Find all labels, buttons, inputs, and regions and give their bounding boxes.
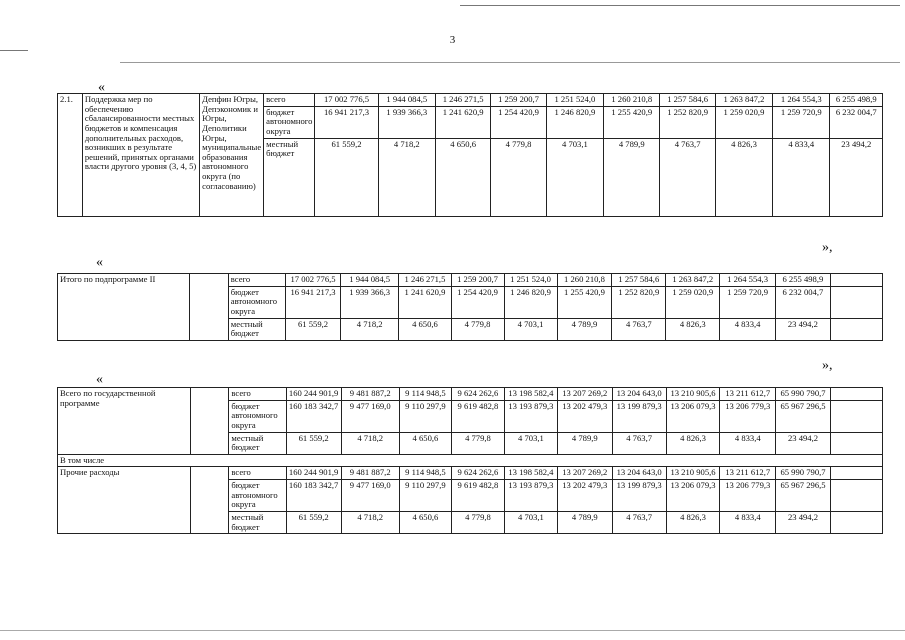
value-cell: 160 244 901,9 [286, 467, 341, 480]
value-cell: 6 232 004,7 [775, 286, 830, 318]
table-row [58, 388, 883, 401]
empty-cell [190, 467, 228, 534]
value-cell: 9 619 482,8 [451, 480, 504, 512]
top-scan-line [460, 5, 900, 6]
value-cell: 1 252 820,9 [612, 286, 666, 318]
value-cell: 4 703,1 [504, 318, 557, 340]
empty-cell [830, 274, 882, 287]
close-quote-1: », [822, 240, 833, 255]
value-cell: 1 255 420,9 [557, 286, 612, 318]
value-cell: 160 183 342,7 [286, 400, 341, 432]
value-cell: 160 183 342,7 [286, 480, 341, 512]
value-cell: 4 703,1 [504, 511, 557, 533]
funding-source: бюджет автономного округа [229, 480, 286, 512]
value-cell: 61 559,2 [286, 511, 341, 533]
value-cell: 65 967 296,5 [776, 400, 831, 432]
program-total-label: Всего по государственной программе [58, 388, 191, 455]
value-cell: 4 703,1 [504, 432, 557, 454]
funding-source: местный бюджет [264, 138, 315, 216]
value-cell: 4 718,2 [378, 138, 435, 216]
value-cell: 9 481 887,2 [341, 467, 399, 480]
value-cell: 13 198 582,4 [504, 388, 557, 401]
value-cell: 4 789,9 [604, 138, 660, 216]
value-cell: 4 826,3 [666, 318, 720, 340]
value-cell: 13 193 879,3 [504, 480, 557, 512]
bottom-scan-line [0, 630, 905, 631]
table-measure-2-1 [57, 93, 883, 217]
value-cell: 16 941 217,3 [315, 106, 378, 138]
value-cell: 13 198 582,4 [504, 467, 557, 480]
table-row [58, 94, 883, 107]
value-cell: 9 477 169,0 [341, 400, 399, 432]
value-cell: 1 259 200,7 [451, 274, 504, 287]
measure-executor: Депфин Югры, Депэкономик и Югры, Деполитики Югры, муниципальные образования автономного округа (по согласованию) [200, 94, 264, 217]
value-cell: 13 211 612,7 [720, 467, 776, 480]
funding-source: всего [228, 274, 285, 287]
value-cell: 13 199 879,3 [612, 480, 666, 512]
value-cell: 1 257 584,6 [612, 274, 666, 287]
value-cell: 17 002 776,5 [315, 94, 378, 107]
value-cell: 6 232 004,7 [830, 106, 883, 138]
value-cell: 1 255 420,9 [604, 106, 660, 138]
value-cell: 160 244 901,9 [286, 388, 341, 401]
empty-cell [830, 467, 882, 480]
value-cell: 1 246 271,5 [399, 274, 451, 287]
value-cell: 4 779,8 [491, 138, 546, 216]
value-cell: 13 210 905,6 [666, 467, 720, 480]
value-cell: 9 110 297,9 [399, 400, 451, 432]
value-cell: 4 833,4 [773, 138, 830, 216]
empty-cell [830, 388, 882, 401]
value-cell: 4 779,8 [451, 318, 504, 340]
value-cell: 1 939 366,3 [340, 286, 398, 318]
value-cell: 1 246 820,9 [546, 106, 603, 138]
funding-source: местный бюджет [229, 511, 286, 533]
value-cell: 9 624 262,6 [451, 388, 504, 401]
empty-cell [190, 388, 228, 455]
value-cell: 4 833,4 [720, 318, 776, 340]
value-cell: 9 619 482,8 [451, 400, 504, 432]
value-cell: 1 260 210,8 [557, 274, 612, 287]
value-cell: 1 263 847,2 [666, 274, 720, 287]
value-cell: 1 241 620,9 [399, 286, 451, 318]
value-cell: 1 254 420,9 [451, 286, 504, 318]
value-cell: 4 779,8 [451, 511, 504, 533]
value-cell: 6 255 498,9 [830, 94, 883, 107]
value-cell: 61 559,2 [286, 318, 341, 340]
table-program-total [57, 387, 883, 534]
empty-cell [190, 274, 229, 341]
value-cell: 16 941 217,3 [286, 286, 341, 318]
value-cell: 9 114 948,5 [399, 388, 451, 401]
value-cell: 4 833,4 [720, 432, 776, 454]
value-cell: 1 241 620,9 [435, 106, 490, 138]
empty-cell [830, 318, 882, 340]
open-quote-1: « [98, 80, 105, 95]
value-cell: 65 990 790,7 [776, 388, 831, 401]
table-subprogram-total [57, 273, 883, 341]
value-cell: 13 202 479,3 [557, 480, 612, 512]
value-cell: 1 252 820,9 [660, 106, 715, 138]
close-quote-2: », [822, 358, 833, 373]
value-cell: 13 193 879,3 [504, 400, 557, 432]
value-cell: 17 002 776,5 [286, 274, 341, 287]
value-cell: 4 763,7 [612, 432, 666, 454]
value-cell: 4 718,2 [341, 432, 399, 454]
value-cell: 4 826,3 [715, 138, 772, 216]
value-cell: 4 650,6 [399, 432, 451, 454]
subprogram-total-label: Итого по подпрограмме II [58, 274, 190, 341]
value-cell: 23 494,2 [830, 138, 883, 216]
value-cell: 13 204 643,0 [612, 467, 666, 480]
value-cell: 1 246 820,9 [504, 286, 557, 318]
value-cell: 4 833,4 [720, 511, 776, 533]
value-cell: 4 763,7 [660, 138, 715, 216]
value-cell: 4 650,6 [399, 318, 451, 340]
value-cell: 4 718,2 [340, 318, 398, 340]
empty-cell [830, 432, 882, 454]
value-cell: 13 211 612,7 [720, 388, 776, 401]
value-cell: 1 264 554,3 [773, 94, 830, 107]
value-cell: 1 254 420,9 [491, 106, 546, 138]
value-cell: 13 210 905,6 [666, 388, 720, 401]
value-cell: 13 206 079,3 [666, 400, 720, 432]
table-row [58, 467, 883, 480]
value-cell: 13 204 643,0 [612, 388, 666, 401]
value-cell: 1 251 524,0 [546, 94, 603, 107]
measure-name: Поддержка мер по обеспечению сбалансированности местных бюджетов и компенсация дополнительных расходов, возникших в результате решений, принятых органами власти другого уровня (3, 4, 5) [82, 94, 199, 217]
value-cell: 1 251 524,0 [504, 274, 557, 287]
value-cell: 13 206 779,3 [720, 480, 776, 512]
other-expenses-label: Прочие расходы [58, 467, 191, 534]
in-that-number-label: В том числе [58, 454, 883, 467]
table-row [58, 454, 883, 467]
value-cell: 9 477 169,0 [341, 480, 399, 512]
funding-source: всего [229, 467, 286, 480]
value-cell: 13 206 079,3 [666, 480, 720, 512]
value-cell: 23 494,2 [775, 318, 830, 340]
value-cell: 4 718,2 [341, 511, 399, 533]
funding-source: местный бюджет [229, 432, 286, 454]
open-quote-3: « [96, 372, 103, 387]
empty-cell [830, 400, 882, 432]
value-cell: 1 939 366,3 [378, 106, 435, 138]
funding-source: бюджет автономного округа [264, 106, 315, 138]
value-cell: 1 944 084,5 [378, 94, 435, 107]
value-cell: 1 259 200,7 [491, 94, 546, 107]
value-cell: 13 207 269,2 [557, 388, 612, 401]
funding-source: всего [229, 388, 286, 401]
table-row [58, 274, 883, 287]
value-cell: 1 944 084,5 [340, 274, 398, 287]
value-cell: 4 650,6 [399, 511, 451, 533]
value-cell: 4 763,7 [612, 318, 666, 340]
empty-cell [830, 511, 882, 533]
value-cell: 9 624 262,6 [451, 467, 504, 480]
value-cell: 1 246 271,5 [435, 94, 490, 107]
value-cell: 4 789,9 [557, 318, 612, 340]
value-cell: 65 967 296,5 [776, 480, 831, 512]
value-cell: 4 650,6 [435, 138, 490, 216]
funding-source: бюджет автономного округа [228, 286, 285, 318]
funding-source: местный бюджет [228, 318, 285, 340]
value-cell: 1 259 020,9 [715, 106, 772, 138]
value-cell: 4 779,8 [451, 432, 504, 454]
value-cell: 61 559,2 [286, 432, 341, 454]
value-cell: 65 990 790,7 [776, 467, 831, 480]
value-cell: 1 259 720,9 [720, 286, 776, 318]
value-cell: 13 206 779,3 [720, 400, 776, 432]
funding-source: всего [264, 94, 315, 107]
header-scan-line [120, 62, 900, 63]
value-cell: 4 789,9 [557, 511, 612, 533]
empty-cell [830, 286, 882, 318]
value-cell: 13 199 879,3 [612, 400, 666, 432]
value-cell: 1 259 720,9 [773, 106, 830, 138]
value-cell: 1 264 554,3 [720, 274, 776, 287]
value-cell: 9 110 297,9 [399, 480, 451, 512]
value-cell: 23 494,2 [776, 511, 831, 533]
measure-number: 2.1. [58, 94, 83, 217]
value-cell: 4 703,1 [546, 138, 603, 216]
value-cell: 9 114 948,5 [399, 467, 451, 480]
page-number: 3 [449, 34, 456, 46]
value-cell: 61 559,2 [315, 138, 378, 216]
value-cell: 13 202 479,3 [557, 400, 612, 432]
value-cell: 4 763,7 [612, 511, 666, 533]
value-cell: 23 494,2 [776, 432, 831, 454]
value-cell: 6 255 498,9 [775, 274, 830, 287]
value-cell: 1 260 210,8 [604, 94, 660, 107]
value-cell: 1 263 847,2 [715, 94, 772, 107]
funding-source: бюджет автономного округа [229, 400, 286, 432]
value-cell: 9 481 887,2 [341, 388, 399, 401]
open-quote-2: « [96, 255, 103, 270]
empty-cell [830, 480, 882, 512]
value-cell: 1 257 584,6 [660, 94, 715, 107]
value-cell: 4 789,9 [557, 432, 612, 454]
left-scan-line [0, 50, 28, 51]
value-cell: 1 259 020,9 [666, 286, 720, 318]
value-cell: 13 207 269,2 [557, 467, 612, 480]
value-cell: 4 826,3 [666, 432, 720, 454]
value-cell: 4 826,3 [666, 511, 720, 533]
